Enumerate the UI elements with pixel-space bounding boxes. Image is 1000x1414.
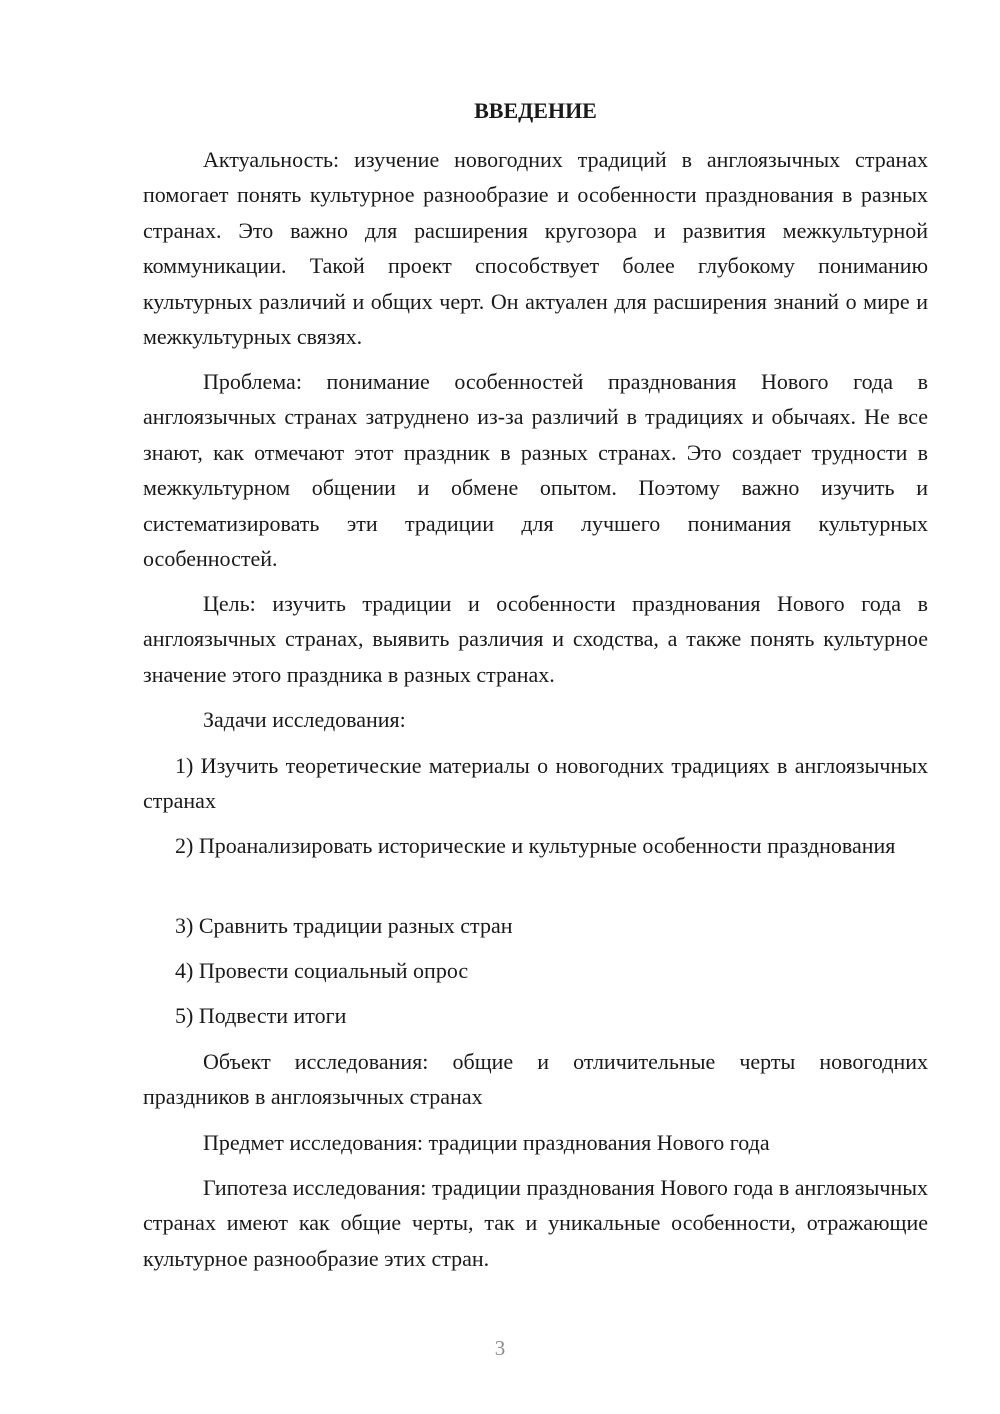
relevance-paragraph: Актуальность: изучение новогодних традиций в англоязычных странах помогает понять культурное разнообразие и особенности празднования в разных странах. Это важно для расширения кругозора и развития межкультурной коммуникации. Такой проект способствует более глубокому пониманию культурных различий и общих черт. Он актуален для расширения знаний о мире и межкультурных связях. xyxy=(143,147,928,350)
task-item-1: 1) Изучить теоретические материалы о новогодних традициях в англоязычных странах xyxy=(143,753,928,814)
task-item-4: 4) Провести социальный опрос xyxy=(175,958,469,983)
task-item-3: 3) Сравнить традиции разных стран xyxy=(175,913,513,938)
tasks-title: Задачи исследования: xyxy=(203,707,406,732)
hypothesis-paragraph: Гипотеза исследования: традиции празднования Нового года в англоязычных странах имеют как общие черты, так и уникальные особенности, отражающие культурное разнообразие этих стран. xyxy=(143,1175,928,1271)
object-paragraph: Объект исследования: общие и отличительные черты новогодних праздников в англоязычных странах xyxy=(143,1049,928,1110)
goal-paragraph: Цель: изучить традиции и особенности празднования Нового года в англоязычных странах, выявить различия и сходства, а также понять культурное значение этого праздника в разных странах. xyxy=(143,591,928,687)
problem-paragraph: Проблема: понимание особенностей празднования Нового года в англоязычных странах затруднено из-за различий в традициях и обычаях. Не все знают, как отмечают этот праздник в разных странах. Это создает трудности в межкультурном общении и обмене опытом. Поэтому важно изучить и систематизировать эти традиции для лучшего понимания культурных особенностей. xyxy=(143,369,928,572)
section-heading: ВВЕДЕНИЕ xyxy=(474,98,597,123)
subject-paragraph: Предмет исследования: традиции празднования Нового года xyxy=(203,1130,770,1155)
task-item-2: 2) Проанализировать исторические и культурные особенности празднования xyxy=(175,833,896,858)
document-page xyxy=(143,0,928,1414)
page-number: 3 xyxy=(494,1336,506,1360)
task-item-5: 5) Подвести итоги xyxy=(175,1003,347,1028)
